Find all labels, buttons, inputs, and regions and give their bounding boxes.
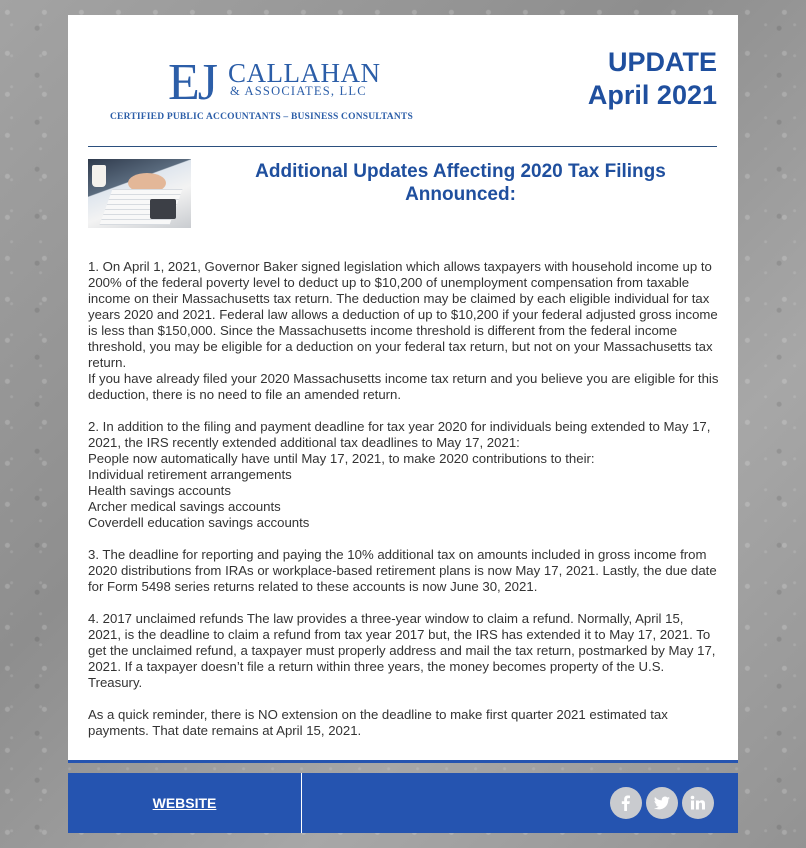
update-label: UPDATE [607, 47, 717, 77]
article-headline [213, 160, 708, 206]
headline-line-1: Additional Updates Affecting 2020 Tax Filings [255, 161, 666, 182]
list-item: Archer medical savings accounts [88, 499, 281, 514]
footer-bar [68, 773, 738, 833]
paragraph-3: 3. The deadline for reporting and paying the 10% additional tax on amounts included in gross income from 2020 distributions from IRAs or workplace-based retirement plans is now May 17, 2021. Lastly, the due date for Form 5498 series returns related to these accounts is now June 30, 2021. [88, 547, 717, 594]
logo-associates: & ASSOCIATES, LLC [230, 84, 367, 98]
linkedin-icon[interactable] [682, 787, 714, 819]
paragraph-2b: People now automatically have until May 17, 2021, to make 2020 contributions to their: [88, 451, 595, 466]
list-item: Coverdell education savings accounts [88, 515, 310, 530]
header-divider [88, 146, 717, 147]
company-logo[interactable] [110, 54, 428, 127]
paragraph-1: 1. On April 1, 2021, Governor Baker signed legislation which allows taxpayers with household income up to 200% of the federal poverty level to deduct up to $10,200 of unemployment compensation from taxable income on their Massachusetts tax return. The deduction may be claimed by each eligible individual for tax years 2020 and 2021. Federal law allows a deduction of up to $10,200 if your federal adjusted gross income is less than $150,000. Since the Massachusetts income threshold is different from the federal income threshold, you may be eligible for a deduction on your federal tax return, but not on your Massachusetts tax return. [88, 259, 718, 370]
list-item: Health savings accounts [88, 483, 231, 498]
article-body [88, 259, 720, 739]
tax-paperwork-image [88, 159, 191, 228]
social-links [610, 787, 714, 819]
paragraph-4: 4. 2017 unclaimed refunds The law provides a three-year window to claim a refund. Normally, April 15, 2021, is the deadline to claim a refund from tax year 2017 but, the IRS has extended it to May 17, 2021. To get the unclaimed refund, a taxpayer must properly address and mail the tax return, postmarked by May 17, 2021. If a taxpayer doesn’t file a return within three years, the money becomes property of the U.S. Treasury. [88, 611, 716, 690]
website-link[interactable]: WEBSITE [152, 795, 217, 811]
logo-tagline: CERTIFIED PUBLIC ACCOUNTANTS – BUSINESS CONSULTANTS [110, 112, 413, 122]
twitter-icon[interactable] [646, 787, 678, 819]
logo-ej: EJ [168, 54, 216, 111]
list-item: Individual retirement arrangements [88, 467, 292, 482]
headline-line-2: Announced: [405, 184, 516, 205]
footer-divider [301, 773, 302, 833]
footer-top-rule [68, 760, 738, 763]
newsletter-card [68, 15, 738, 760]
paragraph-2: 2. In addition to the filing and payment deadline for tax year 2020 for individuals being extended to May 17, 2021, the IRS recently extended additional tax deadlines to May 17, 2021: [88, 419, 711, 450]
facebook-icon[interactable] [610, 787, 642, 819]
paragraph-5: As a quick reminder, there is NO extension on the deadline to make first quarter 2021 estimated tax payments. That date remains at April 15, 2021. [88, 707, 668, 738]
logo-callahan: CALLAHAN [228, 58, 381, 88]
paragraph-1b: If you have already filed your 2020 Massachusetts income tax return and you believe you are eligible for this deduction, there is no need to file an amended return. [88, 371, 719, 402]
update-date: April 2021 [587, 80, 717, 110]
update-block [588, 46, 717, 112]
